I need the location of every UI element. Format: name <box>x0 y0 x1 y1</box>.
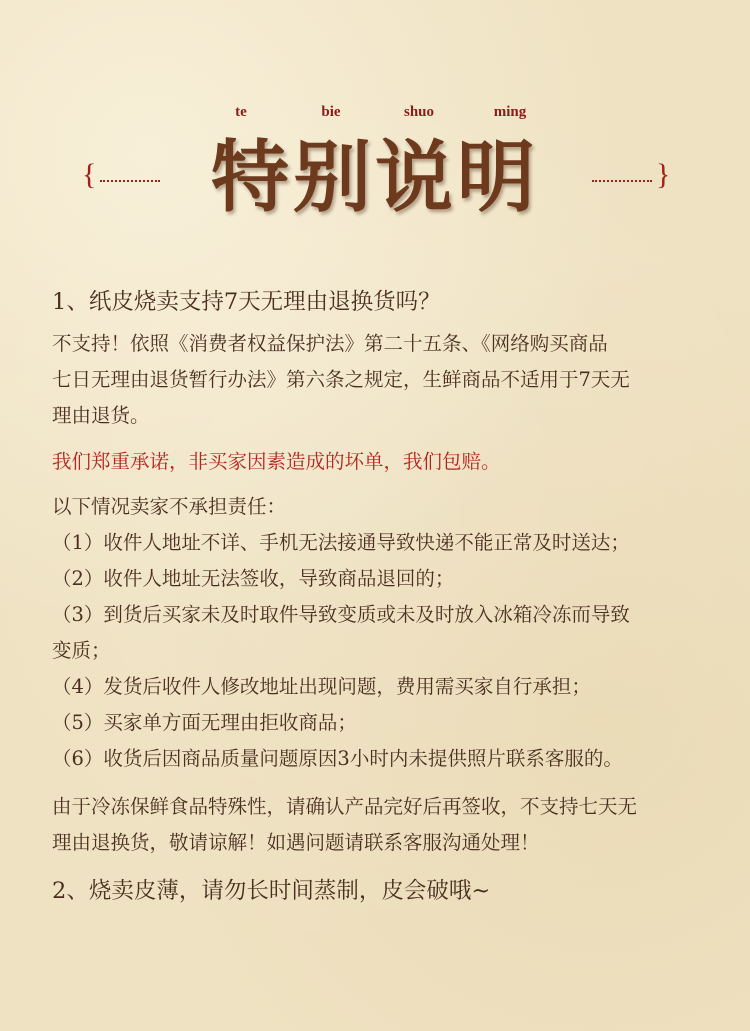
exemption-item: （3）到货后买家未及时取件导致变质或未及时放入冰箱冷冻而导致 <box>52 603 630 626</box>
section1-heading: 1、纸皮烧卖支持7天无理由退换货吗？ <box>52 289 441 315</box>
pinyin-shuo: shuo <box>403 104 435 120</box>
closing-line: 理由退换货，敬请谅解！如遇问题请联系客服沟通处理！ <box>52 831 540 854</box>
left-dotted-line <box>100 180 160 182</box>
title-pinyin <box>0 104 750 122</box>
exemption-item: （2）收件人地址无法签收，导致商品退回的； <box>52 567 455 590</box>
section2-heading: 2、烧卖皮薄，请勿长时间蒸制，皮会破哦~ <box>52 878 491 904</box>
exemption-intro: 以下情况卖家不承担责任： <box>52 495 287 518</box>
closing-line: 由于冷冻保鲜食品特殊性，请确认产品完好后再签收，不支持七天无 <box>52 795 638 818</box>
answer-line: 不支持！依照《消费者权益保护法》第二十五条、《网络购买商品 <box>52 332 608 355</box>
exemption-item: （6）收货后因商品质量问题原因3小时内未提供照片联系客服的。 <box>52 747 623 770</box>
page-title: 特别说明 <box>210 132 540 223</box>
pinyin-bie: bie <box>321 104 341 120</box>
exemption-item: （5）买家单方面无理由拒收商品； <box>52 711 357 734</box>
exemption-item: （1）收件人地址不详、手机无法接通导致快递不能正常及时送达； <box>52 531 630 554</box>
pinyin-ming: ming <box>493 104 527 120</box>
exemption-item: （4）发货后收件人修改地址出现问题，费用需买家自行承担； <box>52 675 591 698</box>
answer-line: 七日无理由退货暂行办法》第六条之规定，生鲜商品不适用于7天无 <box>52 368 630 391</box>
right-brace-ornament: } <box>656 158 671 191</box>
answer-line: 理由退货。 <box>52 404 150 427</box>
title-row <box>0 132 750 223</box>
right-dotted-line <box>592 180 652 182</box>
left-brace-ornament: { <box>82 158 97 191</box>
exemption-item: 变质； <box>52 639 111 662</box>
pinyin-te: te <box>235 104 247 120</box>
compensation-promise: 我们郑重承诺，非买家因素造成的坏单，我们包赔。 <box>52 450 501 473</box>
